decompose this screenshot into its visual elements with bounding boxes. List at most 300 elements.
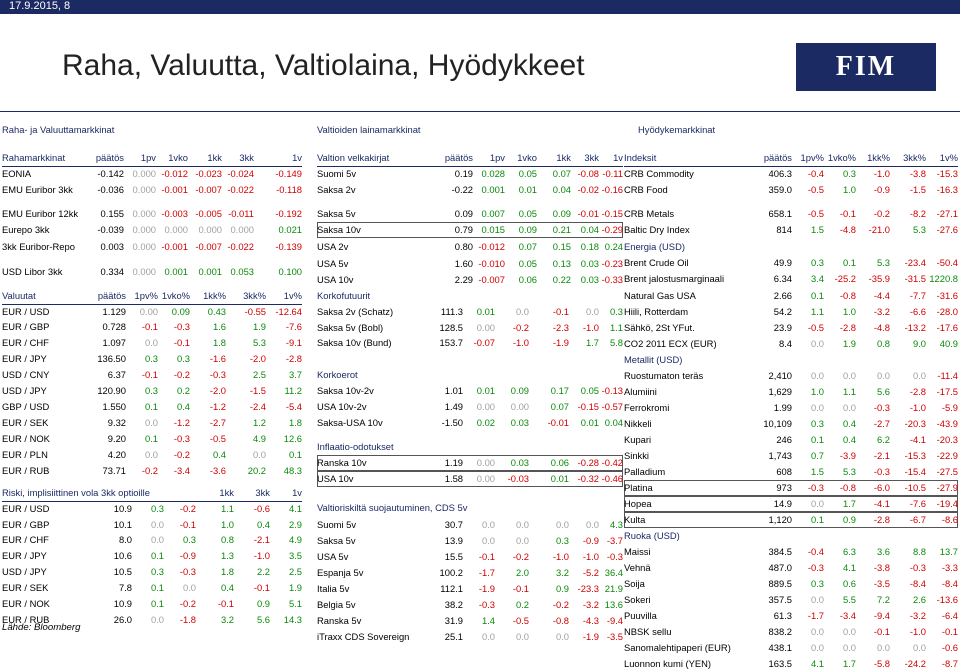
row-label: iTraxx CDS Sovereign xyxy=(317,631,410,642)
table-cell: 1,743 xyxy=(768,450,792,461)
table-cell: -0.139 xyxy=(275,241,302,252)
table-header-row xyxy=(624,150,958,167)
table-cell: -0.3 xyxy=(873,402,890,413)
column-header: 1v xyxy=(613,152,623,163)
table-cell: 3.7 xyxy=(288,369,302,380)
table-cell: 814 xyxy=(776,224,792,235)
table-row xyxy=(317,304,623,320)
table-cell: -9.1 xyxy=(285,337,302,348)
table-cell: -0.2 xyxy=(552,599,569,610)
table-row xyxy=(2,399,302,415)
column-header: päätös xyxy=(97,290,126,301)
table-row xyxy=(624,166,958,182)
table-cell: 10.9 xyxy=(113,598,132,609)
table-cell: 0.028 xyxy=(481,168,505,179)
table-cell: 0.01 xyxy=(550,473,569,484)
table-cell: -2.8 xyxy=(909,386,926,397)
table-header-row xyxy=(317,288,370,304)
table-cell: 0.9 xyxy=(256,598,270,609)
table-cell: 4.9 xyxy=(252,433,266,444)
table-row xyxy=(624,336,958,352)
row-label: Luonnon kumi (YEN) xyxy=(624,658,712,669)
table-cell: -1.50 xyxy=(441,417,463,428)
table-cell: -0.23 xyxy=(601,258,623,269)
row-label: CRB Metals xyxy=(624,208,675,219)
row-label: USD Libor 3kk xyxy=(2,266,63,277)
table-row xyxy=(317,471,623,487)
table-cell: 0.000 xyxy=(132,266,156,277)
row-label: EUR / USD xyxy=(2,306,50,317)
table-cell: 4.3 xyxy=(609,519,623,530)
table-cell: 0.000 xyxy=(132,208,156,219)
table-row xyxy=(317,455,623,471)
table-cell: -6.4 xyxy=(941,610,958,621)
table-cell: 15.5 xyxy=(444,551,463,562)
table-cell: -0.007 xyxy=(195,241,222,252)
table-cell: 0.0 xyxy=(842,402,856,413)
table-cell: -0.1 xyxy=(141,369,158,380)
table-cell: 1.9 xyxy=(288,582,302,593)
table-header-row xyxy=(317,150,623,167)
section-commodities: Hyödykemarkkinat xyxy=(638,124,716,135)
column-header: 1kk xyxy=(207,152,222,163)
row-label: USA 10v-2v xyxy=(317,401,367,412)
table-cell: 0.3 xyxy=(555,535,569,546)
table-cell: -0.15 xyxy=(577,401,599,412)
table-cell: 1.3 xyxy=(220,550,234,561)
table-cell: -0.02 xyxy=(577,184,599,195)
table-cell: -24.2 xyxy=(904,658,926,669)
table-cell: 5.6 xyxy=(256,614,270,625)
table-cell: 1.9 xyxy=(842,338,856,349)
table-cell: 0.3 xyxy=(810,418,824,429)
table-cell: -0.1 xyxy=(179,519,196,530)
table-row xyxy=(317,166,623,182)
table-cell: 357.5 xyxy=(768,594,792,605)
table-row xyxy=(317,597,623,613)
table-cell: 0.9 xyxy=(842,514,856,525)
table-cell: 21.9 xyxy=(604,583,623,594)
table-cell: -0.46 xyxy=(601,473,623,484)
table-row xyxy=(317,206,623,222)
column-header: Inflaatio-odotukset xyxy=(317,441,394,452)
table-cell: 5.6 xyxy=(876,386,890,397)
table-cell: 0.021 xyxy=(278,224,302,235)
table-cell: 0.3 xyxy=(842,168,856,179)
table-cell: -27.9 xyxy=(936,482,958,493)
table-cell: -4.1 xyxy=(873,498,890,509)
row-label: Palladium xyxy=(624,466,666,477)
table-cell: 0.4 xyxy=(256,519,270,530)
table-cell: 0.0 xyxy=(842,626,856,637)
table-cell: 0.3 xyxy=(144,385,158,396)
table-row xyxy=(2,239,302,255)
table-row xyxy=(317,533,623,549)
table-cell: -15.4 xyxy=(904,466,926,477)
table-cell: -11.4 xyxy=(937,370,958,381)
table-cell: 0.0 xyxy=(515,519,529,530)
table-row xyxy=(624,560,958,576)
table-cell: 2.6 xyxy=(912,594,926,605)
table-cell: -7.7 xyxy=(909,290,926,301)
table-row xyxy=(624,640,958,656)
table-cell: 1.49 xyxy=(444,401,463,412)
table-cell: 0.0 xyxy=(144,337,158,348)
table-row xyxy=(317,239,623,255)
table-cell: -0.1 xyxy=(512,583,529,594)
table-cell: -2.1 xyxy=(873,450,890,461)
row-label: USA 5v xyxy=(317,551,349,562)
table-cell: 0.07 xyxy=(518,241,537,252)
row-label: USD / JPY xyxy=(2,566,47,577)
column-header: 1v% xyxy=(283,290,302,301)
table-cell: 0.3 xyxy=(810,257,824,268)
table-cell: -27.6 xyxy=(936,224,958,235)
table-cell: 0.06 xyxy=(550,457,569,468)
table-cell: 1.99 xyxy=(773,402,792,413)
table-cell: -2.7 xyxy=(209,417,226,428)
table-cell: -3.5 xyxy=(606,631,623,642)
table-cell: 2.66 xyxy=(773,290,792,301)
table-row xyxy=(317,613,623,629)
table-cell: -0.007 xyxy=(478,274,505,285)
table-cell: -0.3 xyxy=(209,369,226,380)
table-cell: -0.5 xyxy=(209,433,226,444)
fim-logo: FIM xyxy=(796,43,936,91)
table-cell: 8.0 xyxy=(118,534,132,545)
table-cell: 54.2 xyxy=(773,306,792,317)
table-cell: -1.9 xyxy=(582,631,599,642)
table-cell: -2.0 xyxy=(249,353,266,364)
page-title: Raha, Valuutta, Valtiolaina, Hyödykkeet xyxy=(62,49,585,82)
table-cell: -1.9 xyxy=(478,583,495,594)
table-row xyxy=(624,304,958,320)
table-cell: -28.0 xyxy=(936,306,958,317)
table-cell: -20.3 xyxy=(904,418,926,429)
table-cell: 0.1 xyxy=(842,257,856,268)
table-cell: 487.0 xyxy=(768,562,792,573)
table-cell: -2.8 xyxy=(839,322,856,333)
table-cell: -0.2 xyxy=(173,449,190,460)
column-header: 1vko xyxy=(168,152,188,163)
table-cell: 2.5 xyxy=(288,566,302,577)
table-cell: 1.19 xyxy=(444,457,463,468)
table-row xyxy=(317,335,623,351)
table-cell: 1.097 xyxy=(102,337,126,348)
table-cell: 13.9 xyxy=(444,535,463,546)
table-cell: -0.5 xyxy=(807,184,824,195)
table-cell: -0.9 xyxy=(582,535,599,546)
table-cell: 30.7 xyxy=(444,519,463,530)
table-cell: 0.00 xyxy=(476,473,495,484)
column-header: 1kk% xyxy=(203,290,226,301)
table-cell: -0.8 xyxy=(839,290,856,301)
table-cell: -4.4 xyxy=(873,290,890,301)
table-row xyxy=(317,399,623,415)
table-cell: 384.5 xyxy=(768,546,792,557)
table-row xyxy=(317,565,623,581)
table-cell: 2.5 xyxy=(252,369,266,380)
table-cell: 40.9 xyxy=(939,338,958,349)
table-cell: 0.0 xyxy=(810,338,824,349)
table-cell: 1.58 xyxy=(444,473,463,484)
row-label: EUR / CHF xyxy=(2,337,49,348)
table-cell: 0.0 xyxy=(810,498,824,509)
table-cell: 0.0 xyxy=(810,626,824,637)
table-cell: -0.1 xyxy=(552,306,569,317)
table-cell: 163.5 xyxy=(768,658,792,669)
table-cell: -2.4 xyxy=(249,401,266,412)
row-label: Brent jalostusmarginaali xyxy=(624,273,725,284)
table-cell: 9.0 xyxy=(912,338,926,349)
table-cell: -0.33 xyxy=(601,274,623,285)
table-cell: 0.4 xyxy=(176,401,190,412)
table-cell: -2.8 xyxy=(285,353,302,364)
table-cell: 0.13 xyxy=(552,258,571,269)
table-cell: -43.9 xyxy=(936,418,958,429)
table-row xyxy=(317,383,623,399)
table-cell: 658.1 xyxy=(768,208,792,219)
table-cell: 0.8 xyxy=(220,534,234,545)
table-cell: 14.3 xyxy=(283,614,302,625)
table-cell: 1.8 xyxy=(288,417,302,428)
row-label: USD / CNY xyxy=(2,369,50,380)
table-cell: 6.2 xyxy=(876,434,890,445)
table-row xyxy=(2,367,302,383)
table-cell: 0.1 xyxy=(810,434,824,445)
table-cell: 0.000 xyxy=(132,184,156,195)
table-cell: 0.0 xyxy=(515,631,529,642)
row-label: Suomi 5v xyxy=(317,519,357,530)
column-header: Korkofutuurit xyxy=(317,290,371,301)
table-cell: 136.50 xyxy=(97,353,126,364)
table-cell: -31.5 xyxy=(904,273,926,284)
table-cell: 0.01 xyxy=(580,417,599,428)
table-cell: 438.1 xyxy=(768,642,792,653)
section-government-bonds: Valtioiden lainamarkkinat xyxy=(317,124,421,135)
table-cell: 0.00 xyxy=(510,401,529,412)
row-label: Ranska 10v xyxy=(317,457,367,468)
table-cell: -0.007 xyxy=(195,184,222,195)
table-cell: 0.04 xyxy=(552,184,571,195)
table-cell: 26.0 xyxy=(113,614,132,625)
table-header-row xyxy=(317,367,358,383)
table-cell: -23.4 xyxy=(904,257,926,268)
row-label: EONIA xyxy=(2,168,32,179)
table-cell: -0.1 xyxy=(873,626,890,637)
table-cell: 153.7 xyxy=(439,337,463,348)
table-row xyxy=(2,264,302,280)
table-cell: 14.9 xyxy=(773,498,792,509)
table-cell: -0.5 xyxy=(807,208,824,219)
table-cell: -2.3 xyxy=(552,322,569,333)
row-label: EUR / NOK xyxy=(2,433,50,444)
row-label: Saksa 10v-2v xyxy=(317,385,374,396)
table-cell: 49.9 xyxy=(773,257,792,268)
table-cell: -4.8 xyxy=(873,322,890,333)
table-cell: -1.8 xyxy=(179,614,196,625)
table-cell: 0.0 xyxy=(144,449,158,460)
table-cell: 0.80 xyxy=(454,241,473,252)
table-cell: -13.6 xyxy=(936,594,958,605)
table-row xyxy=(624,206,958,222)
table-row xyxy=(317,629,623,645)
table-cell: 0.0 xyxy=(912,642,926,653)
table-cell: -0.57 xyxy=(601,401,623,412)
row-label: Vehnä xyxy=(624,562,651,573)
table-cell: -0.003 xyxy=(161,208,188,219)
table-cell: 5.8 xyxy=(609,337,623,348)
table-cell: -8.4 xyxy=(941,578,958,589)
table-cell: -22.9 xyxy=(936,450,958,461)
table-cell: 0.03 xyxy=(580,274,599,285)
table-cell: 5.5 xyxy=(842,594,856,605)
table-cell: -0.3 xyxy=(807,482,824,493)
table-cell: 0.1 xyxy=(288,449,302,460)
table-cell: -0.012 xyxy=(161,168,188,179)
column-header: Riski, implisiittinen vola 3kk optioille xyxy=(2,487,150,498)
table-cell: 1.2 xyxy=(252,417,266,428)
table-cell: -0.15 xyxy=(601,208,623,219)
table-cell: -3.2 xyxy=(873,306,890,317)
table-cell: 25.1 xyxy=(444,631,463,642)
row-label: EUR / JPY xyxy=(2,353,47,364)
table-cell: 36.4 xyxy=(604,567,623,578)
table-cell: 0.00 xyxy=(139,306,158,317)
table-row xyxy=(317,517,623,533)
table-cell: -0.3 xyxy=(606,551,623,562)
column-header: 1pv% xyxy=(800,152,824,163)
table-cell: 0.2 xyxy=(515,599,529,610)
table-cell: -0.3 xyxy=(173,433,190,444)
table-cell: -9.4 xyxy=(606,615,623,626)
table-cell: 0.100 xyxy=(278,266,302,277)
row-label: EUR / CHF xyxy=(2,534,49,545)
table-cell: 120.90 xyxy=(97,385,126,396)
table-cell: 0.000 xyxy=(198,224,222,235)
table-cell: 1,120 xyxy=(768,514,792,525)
row-label: Sokeri xyxy=(624,594,651,605)
table-cell: 13.6 xyxy=(604,599,623,610)
table-cell: 1.8 xyxy=(212,337,226,348)
row-label: Sinkki xyxy=(624,450,650,461)
table-cell: 2.9 xyxy=(288,519,302,530)
table-row xyxy=(2,182,302,198)
row-label: EUR / RUB xyxy=(2,465,50,476)
row-label: EUR / GBP xyxy=(2,519,50,530)
column-header: 1v xyxy=(292,152,302,163)
column-header: 1kk xyxy=(556,152,571,163)
row-label: Saksa 2v xyxy=(317,184,356,195)
table-cell: 0.000 xyxy=(132,241,156,252)
table-header-row xyxy=(317,500,467,516)
table-cell: 0.00 xyxy=(476,401,495,412)
table-row xyxy=(624,544,958,560)
row-label: USA 10v xyxy=(317,473,354,484)
table-cell: 0.000 xyxy=(230,224,254,235)
table-cell: 0.22 xyxy=(552,274,571,285)
table-cell: 0.1 xyxy=(144,433,158,444)
table-cell: 1.7 xyxy=(842,658,856,669)
table-cell: 0.2 xyxy=(176,385,190,396)
table-cell: 0.0 xyxy=(555,631,569,642)
table-cell: 0.1 xyxy=(810,290,824,301)
table-cell: -0.2 xyxy=(512,551,529,562)
table-cell: 0.015 xyxy=(481,224,505,235)
table-cell: 73.71 xyxy=(102,465,126,476)
column-header: Metallit (USD) xyxy=(624,354,683,365)
table-cell: 0.155 xyxy=(100,208,124,219)
table-cell: -0.1 xyxy=(141,321,158,332)
table-cell: -0.2 xyxy=(179,503,196,514)
table-cell: 3.2 xyxy=(220,614,234,625)
report-date: 17.9.2015, 8 xyxy=(9,0,71,12)
table-cell: 0.05 xyxy=(580,385,599,396)
table-cell: -8.7 xyxy=(941,658,958,669)
table-cell: 0.0 xyxy=(810,402,824,413)
table-cell: -0.001 xyxy=(161,241,188,252)
row-label: EMU Euribor 12kk xyxy=(2,208,79,219)
table-cell: -50.4 xyxy=(936,257,958,268)
row-label: Soija xyxy=(624,578,645,589)
table-cell: -0.6 xyxy=(941,642,958,653)
table-cell: 0.728 xyxy=(102,321,126,332)
table-row xyxy=(624,432,958,448)
table-cell: 2.0 xyxy=(515,567,529,578)
table-cell: 0.79 xyxy=(454,224,473,235)
column-header: Indeksit xyxy=(624,152,657,163)
table-cell: 0.09 xyxy=(518,224,537,235)
table-row xyxy=(2,447,302,463)
table-cell: -3.4 xyxy=(173,465,190,476)
table-cell: 0.4 xyxy=(842,434,856,445)
table-cell: 0.1 xyxy=(144,401,158,412)
table-row xyxy=(2,335,302,351)
table-cell: 0.07 xyxy=(550,401,569,412)
table-row xyxy=(624,576,958,592)
row-label: EUR / NOK xyxy=(2,598,50,609)
table-cell: 1.129 xyxy=(102,306,126,317)
column-header: 1vko xyxy=(517,152,537,163)
column-header: Ruoka (USD) xyxy=(624,530,680,541)
table-cell: -0.2 xyxy=(173,369,190,380)
table-cell: 0.04 xyxy=(604,417,623,428)
table-cell: -0.2 xyxy=(512,322,529,333)
table-cell: 1.0 xyxy=(842,306,856,317)
table-cell: -0.3 xyxy=(909,562,926,573)
table-cell: 0.09 xyxy=(171,306,190,317)
table-row xyxy=(624,255,958,271)
table-cell: 128.5 xyxy=(439,322,463,333)
table-cell: 0.09 xyxy=(454,208,473,219)
table-row xyxy=(624,608,958,624)
row-label: Saksa 2v (Schatz) xyxy=(317,306,394,317)
table-cell: 1220.8 xyxy=(929,273,958,284)
table-cell: -0.3 xyxy=(179,566,196,577)
table-cell: 5.3 xyxy=(842,466,856,477)
table-cell: -0.08 xyxy=(577,168,599,179)
table-cell: 20.2 xyxy=(247,465,266,476)
table-cell: 0.0 xyxy=(150,614,164,625)
table-row xyxy=(624,222,958,238)
table-cell: 889.5 xyxy=(768,578,792,589)
table-row xyxy=(624,271,958,287)
table-cell: -0.2 xyxy=(873,208,890,219)
table-cell: 48.3 xyxy=(283,465,302,476)
table-row xyxy=(624,496,958,512)
table-cell: 0.0 xyxy=(481,519,495,530)
column-header: Valuutat xyxy=(2,290,36,301)
